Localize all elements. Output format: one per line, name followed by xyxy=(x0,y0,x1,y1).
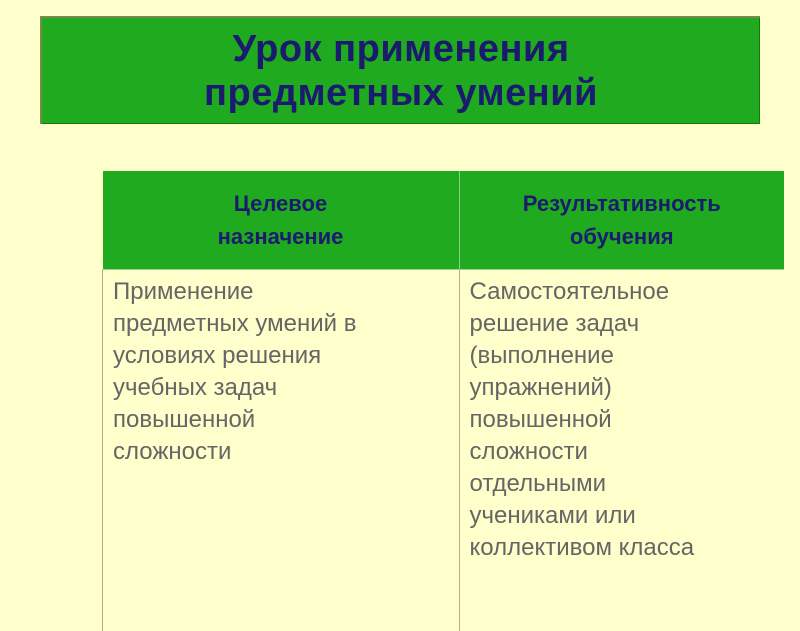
cell-line: коллективом класса xyxy=(470,532,775,564)
cell-line: Применение xyxy=(113,276,449,308)
cell-line: учениками или xyxy=(470,500,775,532)
header-cell-line: Целевое xyxy=(111,187,451,220)
cell-line: сложности xyxy=(470,436,775,468)
cell-line: Самостоятельное xyxy=(470,276,775,308)
slide-title-line-1: Урок применения xyxy=(204,27,598,71)
header-cell-line: обучения xyxy=(468,220,777,253)
table-row xyxy=(103,270,785,631)
header-target-purpose xyxy=(103,171,460,270)
cell-line: сложности xyxy=(113,436,449,468)
header-learning-effectiveness xyxy=(459,171,784,270)
cell-line: учебных задач xyxy=(113,372,449,404)
cell-line: упражнений) xyxy=(470,372,775,404)
cell-line: отдельными xyxy=(470,468,775,500)
cell-line: повышенной xyxy=(113,404,449,436)
comparison-table xyxy=(102,171,784,631)
cell-line: повышенной xyxy=(470,404,775,436)
cell-line: условиях решения xyxy=(113,340,449,372)
slide-title xyxy=(204,27,598,115)
header-cell-line: назначение xyxy=(111,220,451,253)
header-cell-line: Результативность xyxy=(468,187,777,220)
cell-line: решение задач xyxy=(470,308,775,340)
cell-learning-effectiveness xyxy=(459,270,784,631)
cell-target-purpose xyxy=(103,270,460,631)
slide-title-line-2: предметных умений xyxy=(204,71,598,115)
table-header-row xyxy=(103,171,785,270)
cell-line: предметных умений в xyxy=(113,308,449,340)
cell-line: (выполнение xyxy=(470,340,775,372)
slide-title-banner xyxy=(40,16,760,124)
